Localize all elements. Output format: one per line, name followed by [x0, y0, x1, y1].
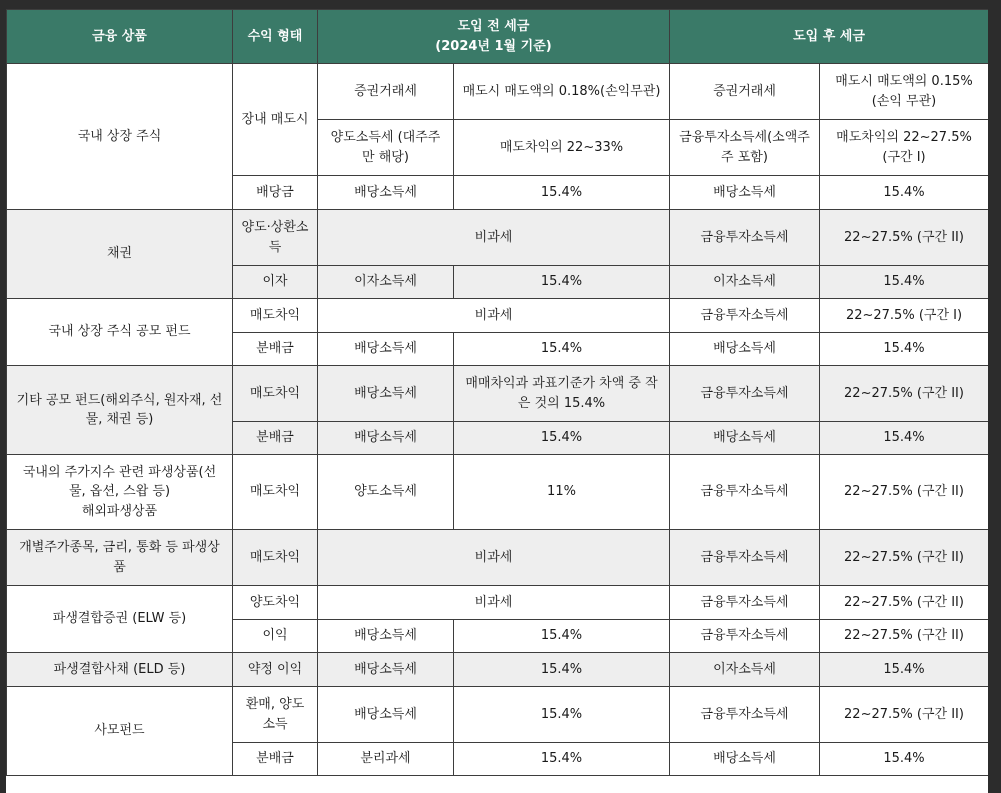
after-tax-cell: 금융투자소득세 — [670, 366, 820, 422]
after-rate-cell: 22~27.5% (구간 I) — [820, 299, 989, 333]
after-rate-cell: 15.4% — [820, 422, 989, 455]
table-row — [7, 299, 989, 333]
after-tax-cell: 증권거래세 — [670, 64, 820, 120]
before-rate-cell: 매도시 매도액의 0.18%(손익무관) — [454, 64, 670, 120]
before-merged-cell: 비과세 — [318, 530, 670, 586]
after-tax-cell: 금융투자소득세 — [670, 299, 820, 333]
before-rate-cell: 11% — [454, 455, 670, 530]
product-cell: 파생결합증권 (ELW 등) — [7, 586, 233, 653]
income-type-cell: 양도·상환소득 — [233, 210, 318, 266]
after-tax-cell: 배당소득세 — [670, 743, 820, 776]
after-rate-cell: 15.4% — [820, 176, 989, 210]
after-rate-cell: 15.4% — [820, 653, 989, 687]
before-tax-cell: 배당소득세 — [318, 333, 454, 366]
before-rate-cell: 15.4% — [454, 176, 670, 210]
product-cell: 개별주가종목, 금리, 통화 등 파생상품 — [7, 530, 233, 586]
product-cell: 국내 상장 주식 공모 펀드 — [7, 299, 233, 366]
before-tax-cell: 배당소득세 — [318, 366, 454, 422]
after-tax-cell: 배당소득세 — [670, 176, 820, 210]
header-row — [7, 10, 989, 64]
income-type-cell: 매도차익 — [233, 455, 318, 530]
after-rate-cell: 22~27.5% (구간 II) — [820, 210, 989, 266]
product-cell: 기타 공모 펀드(해외주식, 원자재, 선물, 채권 등) — [7, 366, 233, 455]
after-rate-cell: 22~27.5% (구간 II) — [820, 455, 989, 530]
before-tax-cell: 배당소득세 — [318, 687, 454, 743]
product-line: 국내의 주가지수 관련 파생상품(선물, 옵션, 스왑 등) — [22, 464, 217, 500]
after-rate-cell: 22~27.5% (구간 II) — [820, 620, 989, 653]
product-cell: 파생결합사채 (ELD 등) — [7, 653, 233, 687]
page-edge — [988, 0, 1001, 793]
income-type-cell: 매도차익 — [233, 299, 318, 333]
income-type-cell: 분배금 — [233, 422, 318, 455]
product-cell: 국내 상장 주식 — [7, 64, 233, 210]
income-type-cell: 환매, 양도소득 — [233, 687, 318, 743]
table-row — [7, 530, 989, 586]
after-rate-cell: 15.4% — [820, 266, 989, 299]
after-rate-cell: 22~27.5% (구간 II) — [820, 366, 989, 422]
after-tax-cell: 금융투자소득세 — [670, 455, 820, 530]
income-type-cell: 분배금 — [233, 333, 318, 366]
before-tax-cell: 이자소득세 — [318, 266, 454, 299]
before-merged-cell: 비과세 — [318, 586, 670, 620]
before-tax-cell: 양도소득세 (대주주만 해당) — [318, 120, 454, 176]
after-tax-cell: 배당소득세 — [670, 333, 820, 366]
after-rate-cell: 매도시 매도액의 0.15%(손익 무관) — [820, 64, 989, 120]
header-before-subtitle: (2024년 1월 기준) — [435, 38, 552, 54]
before-merged-cell: 비과세 — [318, 299, 670, 333]
income-type-cell: 배당금 — [233, 176, 318, 210]
tax-comparison-table-container — [6, 9, 988, 793]
after-tax-cell: 금융투자소득세 — [670, 586, 820, 620]
income-type-cell: 이자 — [233, 266, 318, 299]
income-type-cell: 매도차익 — [233, 366, 318, 422]
after-tax-cell: 금융투자소득세 — [670, 687, 820, 743]
after-rate-cell: 22~27.5% (구간 II) — [820, 530, 989, 586]
table-row — [7, 64, 989, 120]
income-type-cell: 매도차익 — [233, 530, 318, 586]
before-rate-cell: 매도차익의 22~33% — [454, 120, 670, 176]
before-rate-cell: 15.4% — [454, 653, 670, 687]
table-row — [7, 687, 989, 743]
after-rate-cell: 15.4% — [820, 333, 989, 366]
before-merged-cell: 비과세 — [318, 210, 670, 266]
product-line: 해외파생상품 — [81, 503, 158, 519]
income-type-cell: 약정 이익 — [233, 653, 318, 687]
product-cell: 사모펀드 — [7, 687, 233, 776]
table-row — [7, 653, 989, 687]
table-row — [7, 210, 989, 266]
after-tax-cell: 이자소득세 — [670, 653, 820, 687]
before-rate-cell: 매매차익과 과표기준가 차액 중 작은 것의 15.4% — [454, 366, 670, 422]
after-tax-cell: 금융투자소득세(소액주주 포함) — [670, 120, 820, 176]
before-rate-cell: 15.4% — [454, 333, 670, 366]
before-tax-cell: 양도소득세 — [318, 455, 454, 530]
after-rate-cell: 매도차익의 22~27.5%(구간 I) — [820, 120, 989, 176]
before-rate-cell: 15.4% — [454, 743, 670, 776]
before-tax-cell: 배당소득세 — [318, 422, 454, 455]
before-tax-cell: 분리과세 — [318, 743, 454, 776]
header-income-type: 수익 형태 — [233, 10, 318, 64]
after-rate-cell: 15.4% — [820, 743, 989, 776]
header-product: 금융 상품 — [7, 10, 233, 64]
after-tax-cell: 이자소득세 — [670, 266, 820, 299]
before-rate-cell: 15.4% — [454, 687, 670, 743]
header-before-title: 도입 전 세금 — [457, 19, 530, 34]
table-row — [7, 455, 989, 530]
income-type-cell: 양도차익 — [233, 586, 318, 620]
header-before-tax — [318, 10, 670, 64]
table-row — [7, 586, 989, 620]
after-rate-cell: 22~27.5% (구간 II) — [820, 687, 989, 743]
after-rate-cell: 22~27.5% (구간 II) — [820, 586, 989, 620]
after-tax-cell: 금융투자소득세 — [670, 530, 820, 586]
income-type-cell: 장내 매도시 — [233, 64, 318, 176]
after-tax-cell: 배당소득세 — [670, 422, 820, 455]
after-tax-cell: 금융투자소득세 — [670, 620, 820, 653]
income-type-cell: 이익 — [233, 620, 318, 653]
before-rate-cell: 15.4% — [454, 620, 670, 653]
before-rate-cell: 15.4% — [454, 266, 670, 299]
before-rate-cell: 15.4% — [454, 422, 670, 455]
before-tax-cell: 배당소득세 — [318, 620, 454, 653]
table-row — [7, 366, 989, 422]
before-tax-cell: 증권거래세 — [318, 64, 454, 120]
before-tax-cell: 배당소득세 — [318, 653, 454, 687]
product-cell: 채권 — [7, 210, 233, 299]
tax-comparison-table — [6, 9, 988, 776]
header-after-tax: 도입 후 세금 — [670, 10, 989, 64]
product-cell — [7, 455, 233, 530]
before-tax-cell: 배당소득세 — [318, 176, 454, 210]
after-tax-cell: 금융투자소득세 — [670, 210, 820, 266]
income-type-cell: 분배금 — [233, 743, 318, 776]
